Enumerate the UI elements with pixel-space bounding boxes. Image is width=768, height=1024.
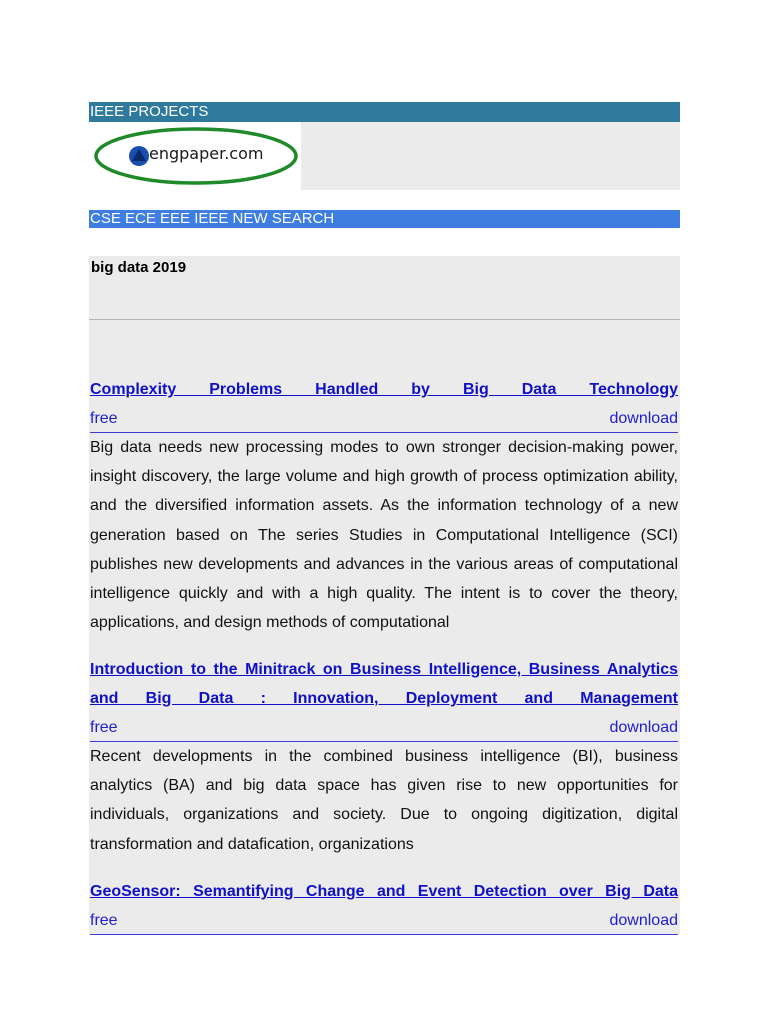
results-list [89,360,680,935]
result-item [90,655,678,859]
free-link[interactable]: free [90,719,118,736]
nav-bar[interactable] [89,210,680,228]
ieee-projects-bar[interactable] [89,102,680,122]
free-download-row [90,404,678,433]
spacer [89,320,680,360]
paper-title-link[interactable]: GeoSensor: Semantifying Change and Event Detection over Big Data [90,883,678,900]
site-logo[interactable] [89,122,301,190]
search-header [89,256,680,320]
paper-title-link[interactable]: Introduction to the Minitrack on Business Intelligence, Business Analytics and Big Data : Innovation, Deployment and Management [90,661,678,707]
download-link[interactable]: download [609,410,678,427]
logo-triangle-icon [128,145,150,167]
free-download-row [90,713,678,742]
download-link[interactable]: download [609,719,678,736]
result-item [90,375,678,637]
download-link[interactable]: download [609,912,678,929]
paper-abstract: Big data needs new processing modes to own stronger decision-making power, insight discovery, the large volume and high growth of process optimization ability, and the diversified information assets. As the information technology of a new generation based on The series Studies in Computational Intelligence (SCI) publishes new developments and advances in the various areas of computational intelligence quickly and with a high quality. The intent is to cover the theory, applications, and design methods of computational [90,439,678,632]
logo-text: engpaper.com [149,144,264,163]
search-title: big data 2019 [91,259,187,276]
free-download-row [90,906,678,935]
free-link[interactable]: free [90,410,118,427]
paper-title-link[interactable]: Complexity Problems Handled by Big Data Technology [90,381,678,398]
paper-abstract: Recent developments in the combined business intelligence (BI), business analytics (BA) and big data space has given rise to new opportunities for individuals, organizations and society. Due to ongoing digitization, digital transformation and datafication, organizations [90,748,678,853]
free-link[interactable]: free [90,912,118,929]
ieee-projects-label[interactable]: IEEE PROJECTS [90,103,209,120]
header-filler [301,122,680,190]
nav-label[interactable]: CSE ECE EEE IEEE NEW SEARCH [90,210,335,227]
result-item [90,877,678,935]
